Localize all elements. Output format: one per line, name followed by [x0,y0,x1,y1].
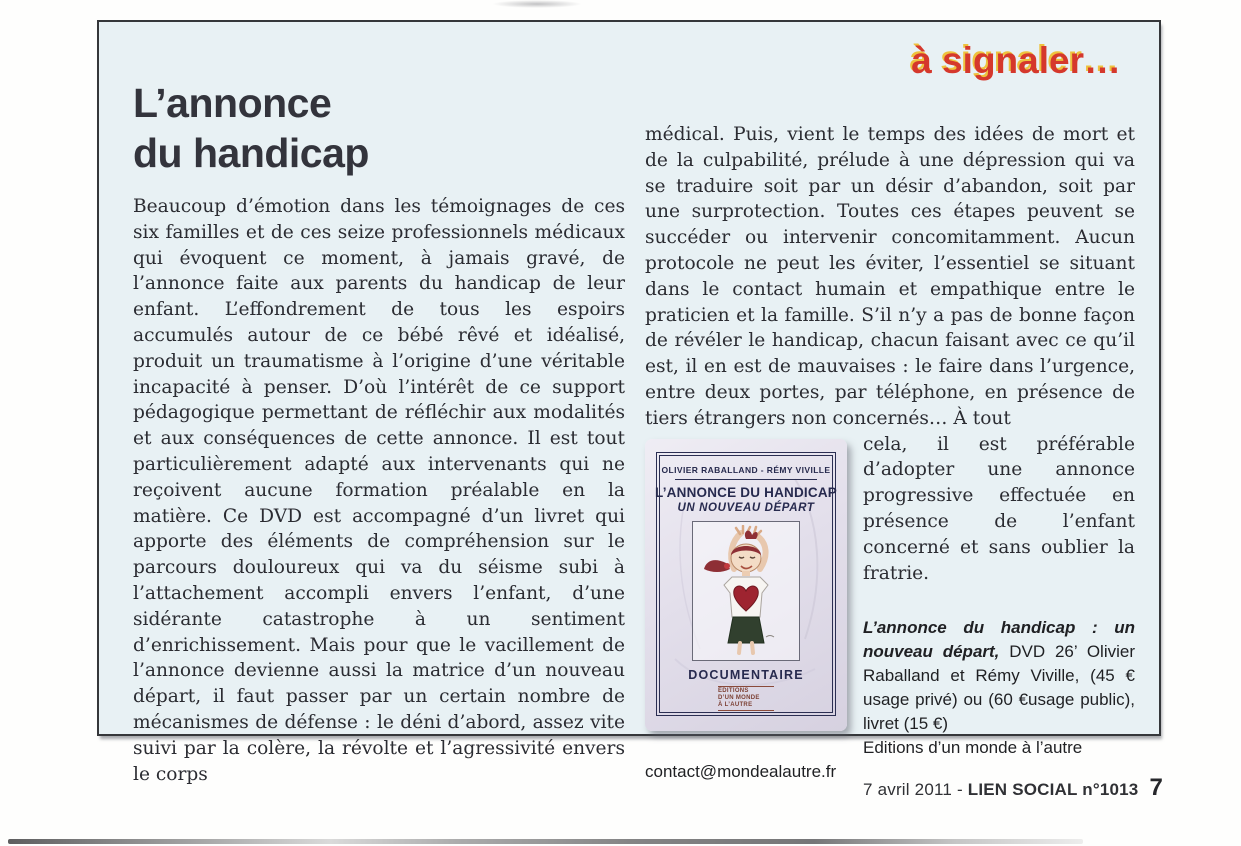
cover-authors: OLIVIER RABALLAND - RÉMY VIVILLE [661,464,831,475]
right-column-top-text: médical. Puis, vient le temps des idées de mort et de la culpabilité, prélude à une dépression qui va se traduire soit par un désir d’abandon, soit par une surprotection. Toutes ces étapes peuvent se succéder ou intervenir concomitamment. Aucun protocole ne peut les éviter, l’essentiel se situant dans le contact humain et empathique entre le praticien et la famille. S’il n’y a pas de bonne façon de révéler le handicap, chacun faisant avec ce qu’il est, il en est de mauvaises : le faire dans l’urgence, entre deux portes, par téléphone, en présence de tiers étrangers non concernés… À tout [645,124,1135,429]
media-and-caption-block [645,432,1135,785]
caption-title: L’annonce du handicap : un nouveau départ, [863,618,1135,662]
page-title-line1: L’annonce [133,80,332,126]
cover-illustration-box [692,521,800,661]
scan-strip-bottom [8,839,1083,844]
cover-publisher-line3: À L’AUTRE [718,701,753,708]
cover-publisher-mark [718,686,774,711]
dvd-cover-card [645,439,847,731]
girl-illustration [696,525,796,657]
cover-frame [656,452,836,716]
cover-publisher-line2: D’UN MONDE [718,694,760,701]
cover-divider [675,479,816,480]
page-footer [863,774,1163,802]
article-panel [97,20,1161,785]
right-column-wrap-text: cela, il est préférable d’adopter une annonce progressive effectuée en présence de l’enfant concerné et sans oublier la fratrie. [863,433,1135,584]
dvd-cover [645,439,847,731]
caption-details: DVD 26’ Olivier Raballand et Rémy Viville, (45 € usage privé) ou (60 €usage public), livret (15 €) [863,642,1135,734]
article-left-column: Beaucoup d’émotion dans les témoignages de ces six familles et de ces seize professionnels médicaux qui évoquent ce moment, à jamais gravé, de l’annonce faite aux parents du handicap de leur enfant. L’effondrement de tous les espoirs accumulés autour de ce bébé rêvé et idéalisé, produit un traumatisme à l’origine d’une véritable incapacité à penser. D’où l’intérêt de ce support pédagogique permettant de réfléchir aux modalités et aux conséquences de cette annonce. Il est tout particulièrement adapté aux intervenants qui ne reçoivent aucune formation préalable en la matière. Ce DVD est accompagné d’un livret qui apporte des éléments de compréhension sur le parcours douloureux qui va du séisme subi à l’attachement accompli envers l’enfant, d’une sidérante catastrophe à un sentiment d’enrichissement. Mais pour que le vacillement de l’annonce devienne aussi la matrice d’un nouveau départ, il faut passer par un certain nombre de mécanismes de défense : le déni d’abord, assez vite suivi par la colère, la révolte et l’agressivité envers le corps [133,196,625,785]
cover-publisher-line1: ÉDITIONS [718,687,749,694]
caption-publisher: Editions d’un monde à l’autre [863,738,1083,758]
page-title [133,78,369,178]
scan-smudge-top [492,0,582,8]
footer-magazine-name: LIEN SOCIAL n°1013 [967,780,1139,799]
footer-page-number: 7 [1149,774,1163,801]
cover-genre: DOCUMENTAIRE [688,667,804,682]
cover-title: L’ANNONCE DU HANDICAP [655,484,837,500]
section-label: à signaler… [911,40,1121,81]
page-title-line2: du handicap [133,130,369,176]
footer-date: 7 avril 2011 - [863,780,968,799]
cover-subtitle: UN NOUVEAU DÉPART [677,501,815,514]
caption-contact-email: contact@mondealautre.fr [645,762,837,782]
article-right-column [645,122,1135,784]
